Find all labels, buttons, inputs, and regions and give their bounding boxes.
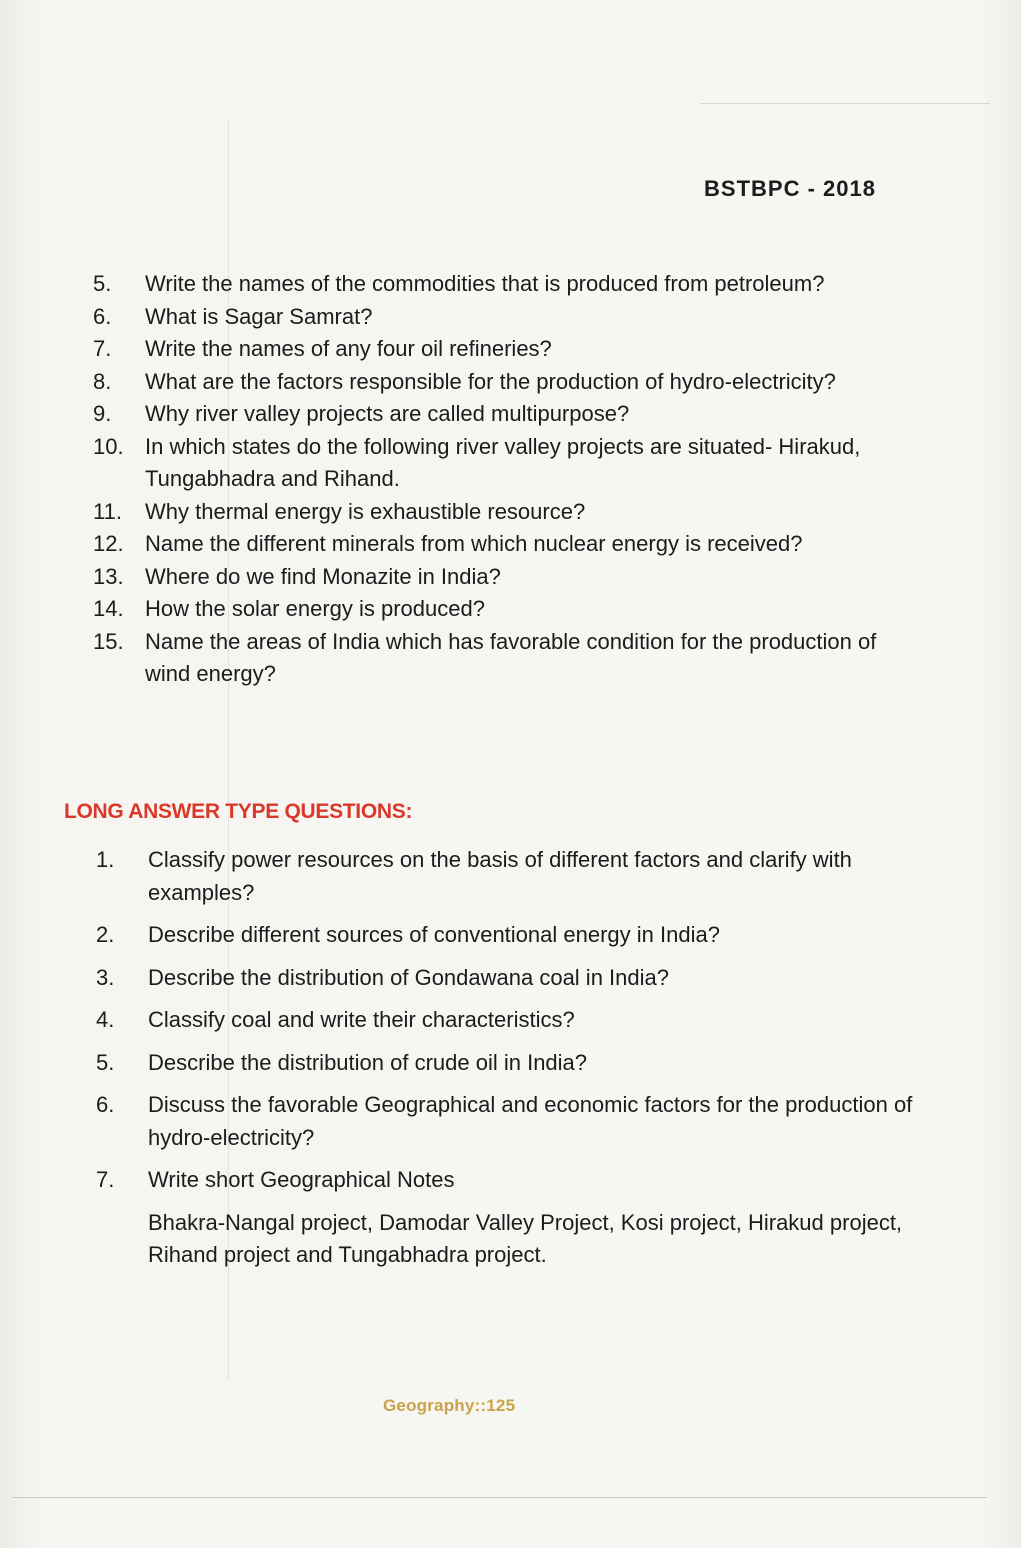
question-item bbox=[93, 431, 913, 496]
question-number: 9. bbox=[93, 401, 112, 426]
short-question-list bbox=[93, 268, 913, 691]
question-item bbox=[93, 561, 913, 594]
question-item bbox=[93, 366, 913, 399]
question-text: Classify coal and write their characteristics? bbox=[148, 1007, 575, 1032]
question-item bbox=[96, 844, 916, 909]
question-text: Write short Geographical Notes bbox=[148, 1167, 455, 1192]
question-number: 13. bbox=[93, 563, 124, 589]
question-number: 4. bbox=[96, 1007, 115, 1032]
question-text: What is Sagar Samrat? bbox=[145, 303, 373, 329]
question-text: Describe the distribution of crude oil in India? bbox=[148, 1049, 588, 1075]
document-code: BSTBPC - 2018 bbox=[704, 176, 876, 201]
question-number: 15. bbox=[93, 628, 124, 654]
question-text: How the solar energy is produced? bbox=[145, 596, 485, 621]
question-number: 11. bbox=[93, 498, 122, 524]
question-note: Bhakra-Nangal project, Damodar Valley Project, Kosi project, Hirakud project, Rihand project and Tungabhadra project. bbox=[148, 1209, 903, 1267]
question-number: 1. bbox=[96, 847, 115, 872]
question-item bbox=[93, 626, 913, 691]
question-text: Write the names of the commodities that is produced from petroleum? bbox=[145, 271, 825, 296]
question-number: 6. bbox=[96, 1092, 115, 1117]
long-question-list bbox=[96, 844, 916, 1282]
question-number: 5. bbox=[96, 1049, 115, 1075]
page-footer: Geography::125 bbox=[383, 1396, 516, 1415]
question-number: 7. bbox=[93, 336, 112, 361]
question-text: Classify power resources on the basis of different factors and clarify with examples? bbox=[148, 847, 852, 905]
question-text: Why river valley projects are called multipurpose? bbox=[145, 401, 630, 426]
question-text: Why thermal energy is exhaustible resource? bbox=[145, 498, 586, 524]
question-item bbox=[93, 301, 913, 334]
question-item bbox=[96, 1047, 916, 1080]
question-item bbox=[96, 1164, 916, 1272]
question-item bbox=[93, 268, 913, 301]
question-text: In which states do the following river valley projects are situated- Hirakud, Tungabhadra and Rihand. bbox=[145, 433, 861, 491]
top-divider bbox=[700, 103, 990, 104]
question-item bbox=[93, 333, 913, 366]
question-item bbox=[93, 528, 913, 561]
question-item bbox=[96, 1004, 916, 1037]
question-number: 5. bbox=[93, 271, 112, 296]
question-number: 8. bbox=[93, 368, 112, 394]
bottom-divider bbox=[12, 1497, 987, 1498]
question-number: 3. bbox=[96, 964, 115, 990]
question-number: 10. bbox=[93, 433, 124, 459]
question-text: Write the names of any four oil refineries? bbox=[145, 336, 552, 361]
question-item bbox=[93, 496, 913, 529]
question-item bbox=[96, 1089, 916, 1154]
question-number: 6. bbox=[93, 303, 112, 329]
question-text: What are the factors responsible for the production of hydro-electricity? bbox=[145, 368, 836, 394]
question-item bbox=[96, 919, 916, 952]
question-number: 2. bbox=[96, 922, 115, 947]
question-item bbox=[93, 398, 913, 431]
question-text: Describe the distribution of Gondawana coal in India? bbox=[148, 964, 669, 990]
question-item bbox=[93, 593, 913, 626]
section-heading: LONG ANSWER TYPE QUESTIONS: bbox=[64, 800, 413, 823]
question-number: 7. bbox=[96, 1167, 115, 1192]
question-text: Describe different sources of conventional energy in India? bbox=[148, 922, 720, 947]
question-number: 14. bbox=[93, 596, 124, 621]
question-text: Name the different minerals from which nuclear energy is received? bbox=[145, 531, 803, 556]
question-text: Where do we find Monazite in India? bbox=[145, 563, 501, 589]
question-item bbox=[96, 962, 916, 995]
question-text: Name the areas of India which has favorable condition for the production of wind energy? bbox=[145, 628, 877, 686]
question-number: 12. bbox=[93, 531, 124, 556]
question-text: Discuss the favorable Geographical and economic factors for the production of hydro-electricity? bbox=[148, 1092, 913, 1150]
